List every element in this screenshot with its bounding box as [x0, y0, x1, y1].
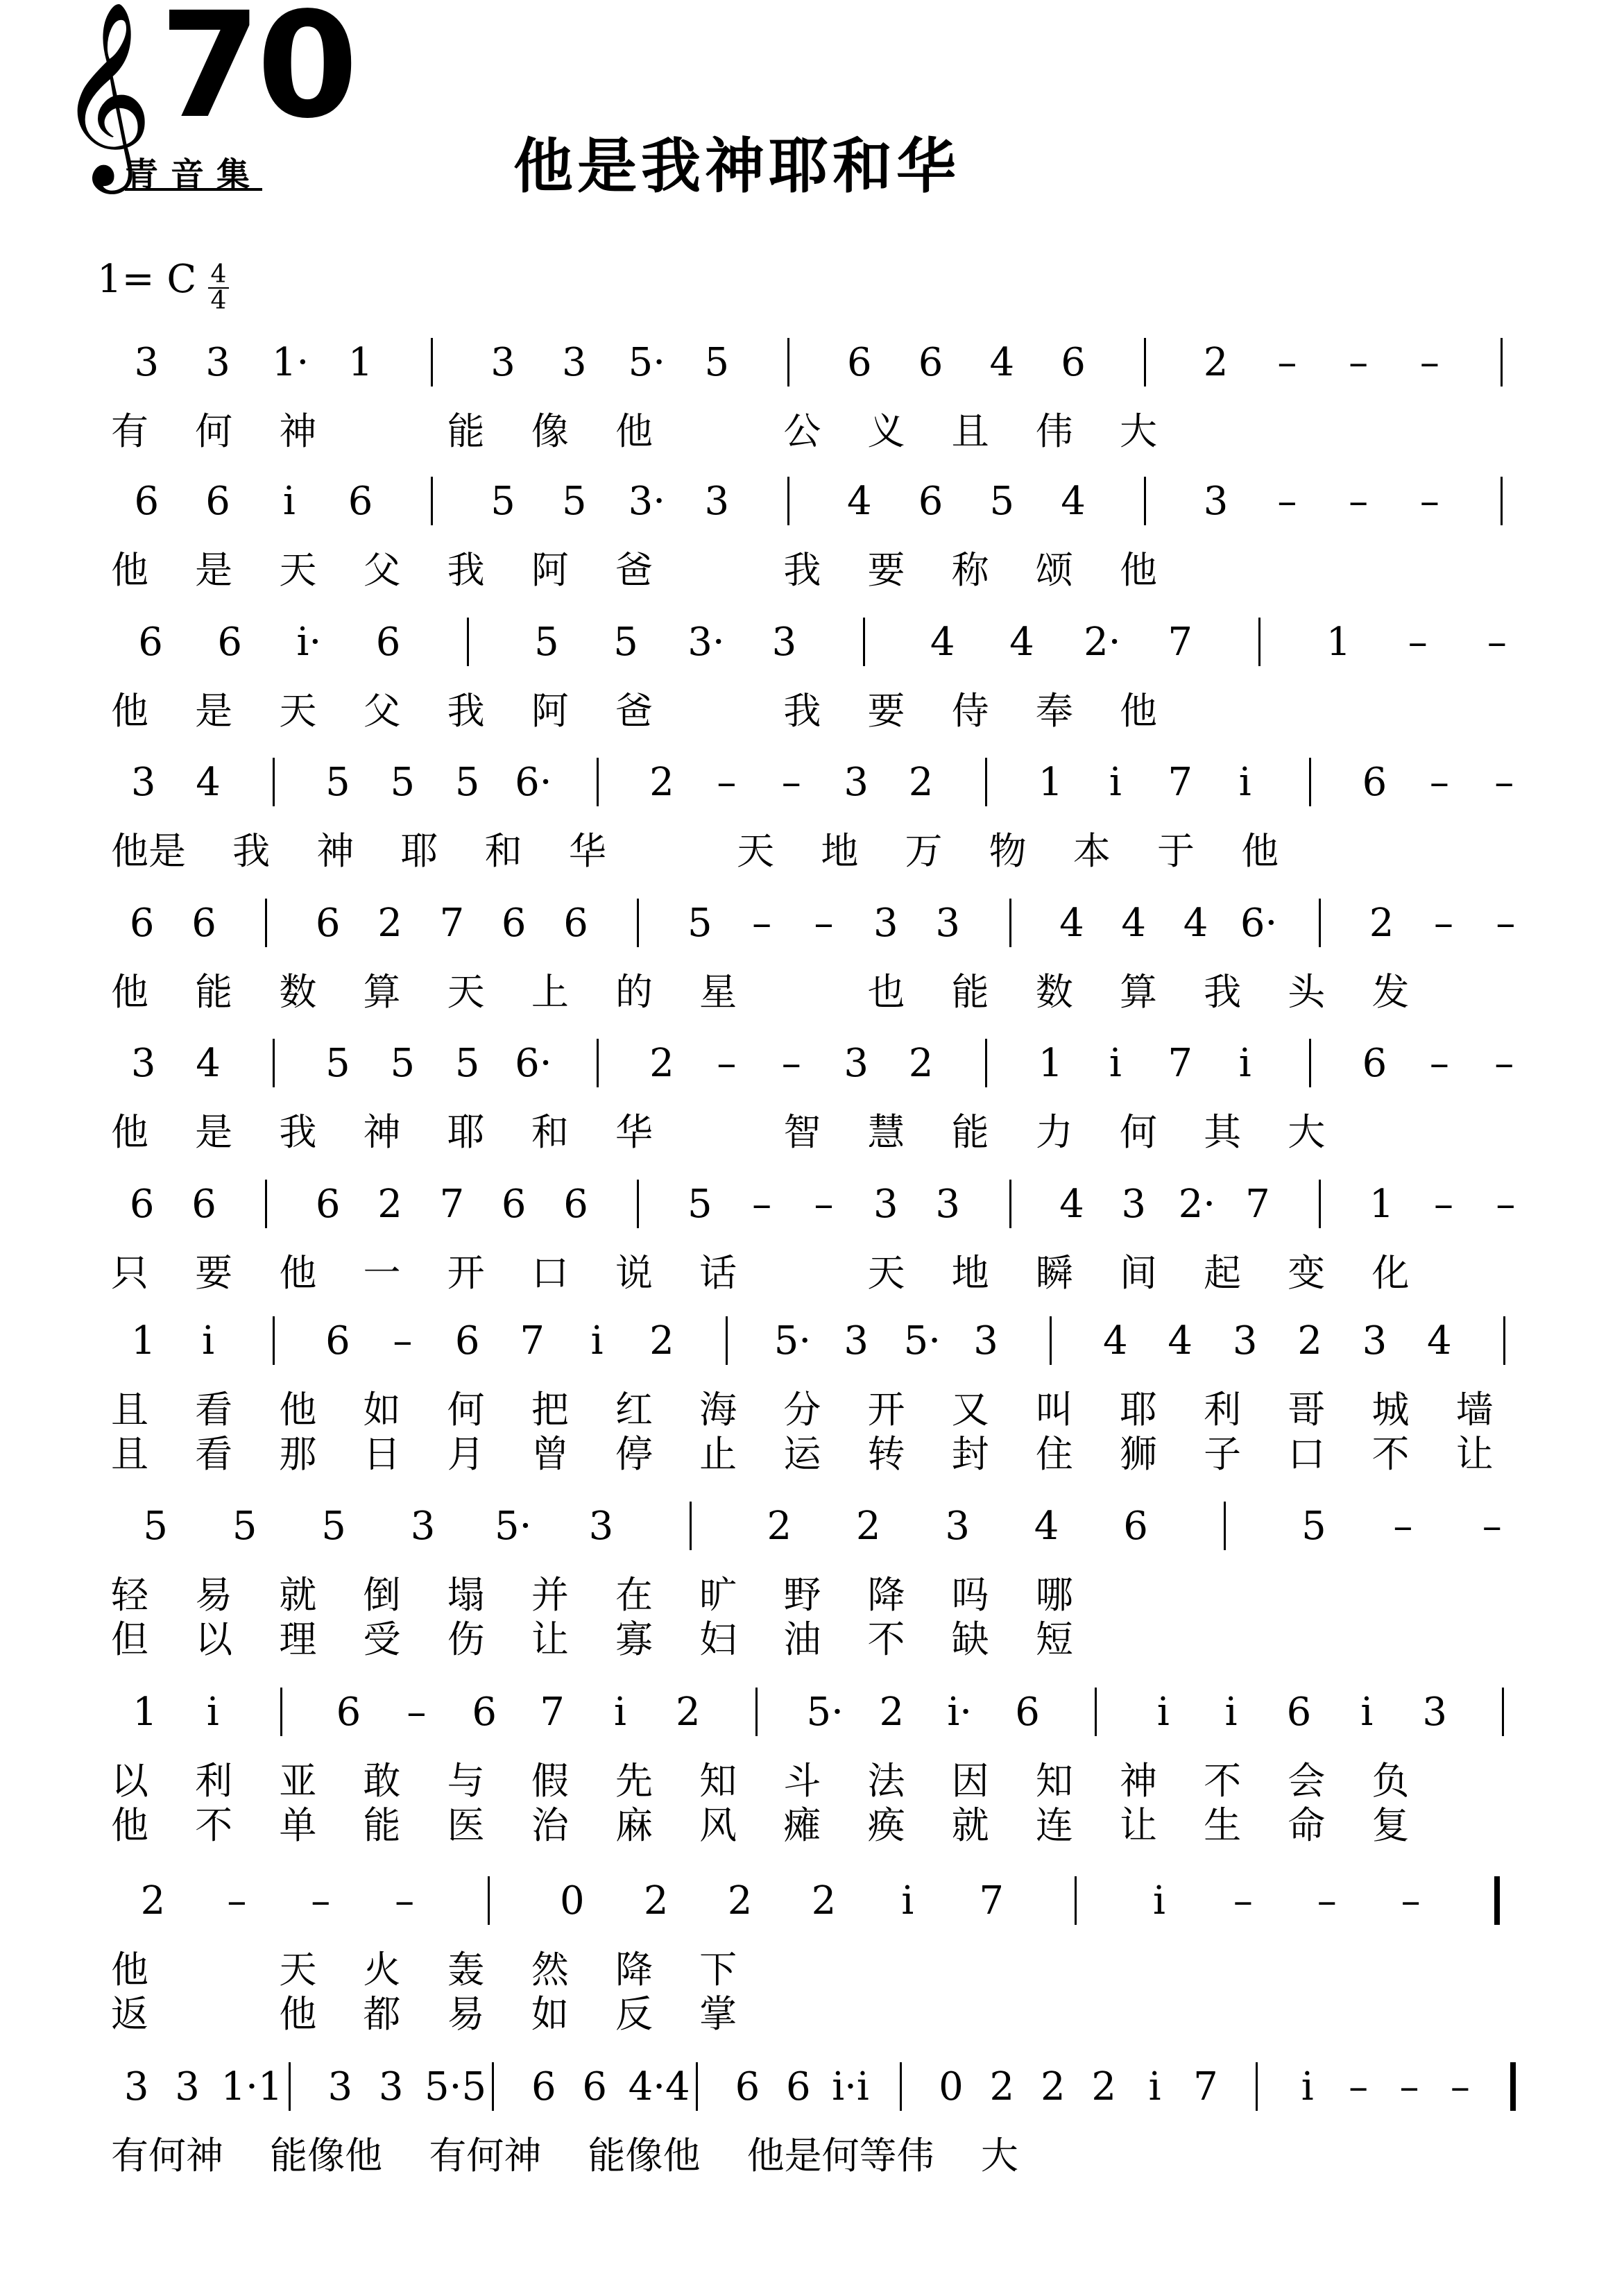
note: 0 [939, 2064, 964, 2109]
note: 6 [582, 2064, 608, 2109]
note: 6 [563, 901, 588, 946]
barline [755, 1688, 758, 1736]
note: 6 [191, 1182, 216, 1227]
barline [637, 1180, 639, 1228]
note: – [1494, 1041, 1514, 1086]
logo-text: 青音集 [125, 155, 263, 194]
note: 5 [143, 1504, 169, 1549]
note: i [1153, 1878, 1165, 1923]
barline [273, 1316, 275, 1365]
note: 7 [439, 1182, 465, 1227]
note: 3 [873, 901, 898, 946]
note: 5 [989, 479, 1015, 524]
barline [637, 899, 639, 947]
note: 5 [490, 479, 515, 524]
note: 6 [315, 901, 341, 946]
note: – [814, 901, 834, 946]
note: 4 [1121, 901, 1147, 946]
note: i· [296, 620, 322, 665]
note: – [393, 1318, 413, 1363]
barline [726, 1316, 728, 1365]
barline [1144, 338, 1146, 386]
note: – [1419, 340, 1439, 385]
note: 7 [439, 901, 465, 946]
note: 1 [1369, 1182, 1394, 1227]
time-signature-top: 4 [210, 260, 227, 289]
note: 5·5 [425, 2064, 487, 2109]
note: – [1433, 1182, 1453, 1227]
note: 4 [930, 620, 955, 665]
note: 3 [1422, 1690, 1448, 1735]
note: 3 [123, 2064, 149, 2109]
note: 3· [687, 620, 725, 665]
note: 5 [390, 1041, 416, 1086]
note: 6 [1286, 1690, 1312, 1735]
note: – [1450, 2064, 1470, 2109]
note: 7 [1168, 1041, 1193, 1086]
note: 3 [945, 1504, 970, 1549]
barline [1503, 1316, 1505, 1365]
note: – [781, 760, 801, 805]
note: 2 [855, 1504, 881, 1549]
note: 5 [325, 760, 350, 805]
note: 7 [1245, 1182, 1270, 1227]
note: 5 [390, 760, 416, 805]
note: 5 [325, 1041, 350, 1086]
note: 5 [687, 901, 712, 946]
barline [1319, 899, 1321, 947]
note: 6 [138, 620, 163, 665]
barline [1309, 1039, 1311, 1087]
lyric-line: 以 利 亚 敢 与 假 先 知 斗 法 因 知 神 不 会 负 [111, 1759, 1410, 1803]
note: 5 [454, 760, 480, 805]
note: 6 [1015, 1690, 1040, 1735]
lyric-line: 有何神 能像他 有何神 能像他 他是何等伟 大 [111, 2134, 1018, 2177]
note: – [1393, 1504, 1413, 1549]
note: 3 [327, 2064, 353, 2109]
note: 6 [454, 1318, 480, 1363]
note: – [1408, 620, 1428, 665]
barline [985, 1039, 987, 1087]
note: 7 [979, 1878, 1005, 1923]
note: 3 [844, 1041, 869, 1086]
note: 6 [847, 340, 872, 385]
barline [1075, 1876, 1077, 1925]
note: 7 [1193, 2064, 1218, 2109]
note: – [1429, 760, 1449, 805]
note: 4 [847, 479, 872, 524]
note: 3 [1232, 1318, 1258, 1363]
song-title: 他是我神耶和华 [513, 132, 960, 201]
note: 4 [989, 340, 1015, 385]
note: – [1277, 479, 1297, 524]
lyric-line: 且 看 他 如 何 把 红 海 分 开 又 叫 耶 利 哥 城 墙 [111, 1388, 1494, 1431]
note: 6 [531, 2064, 556, 2109]
lyric-line: 他 天 火 轰 然 降 下 [111, 1948, 737, 1991]
lyric-line: 他是 我 神 耶 和 华 天 地 万 物 本 于 他 [111, 829, 1279, 873]
lyric-line: 且 看 那 日 月 曾 停 止 运 转 封 住 狮 子 口 不 让 [111, 1432, 1494, 1476]
note: – [1399, 2064, 1419, 2109]
note: 0 [560, 1878, 585, 1923]
note: 2 [1369, 901, 1394, 946]
note: 5 [687, 1182, 712, 1227]
note: 2 [908, 1041, 934, 1086]
note: 3 [588, 1504, 614, 1549]
note: 5· [806, 1690, 844, 1735]
note: 6 [129, 901, 155, 946]
note: 2 [1297, 1318, 1322, 1363]
note: 4 [1059, 901, 1084, 946]
note: 5 [1301, 1504, 1326, 1549]
note: 4 [1168, 1318, 1193, 1363]
note: i· [947, 1690, 973, 1735]
barline [265, 899, 267, 947]
barline [1502, 1688, 1504, 1736]
note: 2 [1091, 2064, 1116, 2109]
note: 1 [348, 340, 373, 385]
note: 3 [130, 1041, 156, 1086]
note: 5 [613, 620, 638, 665]
note: 3· [628, 479, 666, 524]
note: – [1419, 479, 1439, 524]
barline [696, 2062, 698, 2111]
barline [690, 1502, 692, 1550]
note: 4 [1183, 901, 1208, 946]
lyric-line: 他 是 天 父 我 阿 爸 我 要 称 颂 他 [111, 548, 1157, 592]
note: i [1360, 1690, 1374, 1735]
final-barline [1510, 2062, 1516, 2111]
note: – [1482, 1504, 1502, 1549]
note: 3 [844, 1318, 869, 1363]
note: – [1349, 340, 1369, 385]
note: 3 [935, 901, 960, 946]
lyric-line: 他 是 天 父 我 阿 爸 我 要 侍 奉 他 [111, 689, 1157, 733]
note: – [407, 1690, 427, 1735]
barline [273, 758, 275, 806]
note: i·i [832, 2064, 869, 2109]
note: 6 [918, 479, 943, 524]
note: 6 [325, 1318, 350, 1363]
note: – [717, 1041, 737, 1086]
lyric-line: 只 要 他 一 开 口 说 话 天 地 瞬 间 起 变 化 [111, 1251, 1410, 1295]
note: 7 [1168, 620, 1193, 665]
note: 5 [321, 1504, 346, 1549]
note: i [282, 479, 296, 524]
note: 2 [377, 901, 402, 946]
note: 2 [675, 1690, 701, 1735]
note: 3 [704, 479, 730, 524]
note: 6 [1362, 1041, 1387, 1086]
barline [265, 1180, 267, 1228]
note: 3 [205, 340, 230, 385]
lyric-line: 有 何 神 能 像 他 公 义 且 伟 大 [111, 409, 1157, 453]
note: – [1494, 760, 1514, 805]
barline [787, 477, 789, 525]
note: i [901, 1878, 914, 1923]
note: – [781, 1041, 801, 1086]
barline [289, 2062, 291, 2111]
note: 4·4 [628, 2064, 690, 2109]
note: 2 [649, 1041, 674, 1086]
note: 2· [1178, 1182, 1216, 1227]
note: i [590, 1318, 604, 1363]
note: – [1487, 620, 1507, 665]
note: 2 [1203, 340, 1229, 385]
note: – [1496, 1182, 1516, 1227]
note: – [1317, 1878, 1337, 1923]
note: i [1109, 760, 1122, 805]
barline [280, 1688, 282, 1736]
note: 6 [191, 901, 216, 946]
note: 3 [935, 1182, 960, 1227]
treble-clef-icon: 𝄞 [58, 1, 153, 186]
barline [985, 758, 987, 806]
note: i [1238, 760, 1251, 805]
note: 5 [454, 1041, 480, 1086]
note: 6 [315, 1182, 341, 1227]
note: 5 [232, 1504, 257, 1549]
note: 6 [472, 1690, 497, 1735]
note: 3 [1203, 479, 1229, 524]
note: 2 [377, 1182, 402, 1227]
barline [1258, 618, 1260, 666]
note: i [202, 1318, 215, 1363]
note: 2 [727, 1878, 753, 1923]
note: i [1301, 2064, 1314, 2109]
barline [1009, 1180, 1011, 1228]
barline [1501, 338, 1503, 386]
note: 6 [563, 1182, 588, 1227]
note: – [1433, 901, 1453, 946]
note: 4 [1059, 1182, 1084, 1227]
note: i [1156, 1690, 1170, 1735]
note: 1 [133, 1690, 157, 1735]
note: 5 [562, 479, 587, 524]
note: i [1109, 1041, 1122, 1086]
note: – [311, 1878, 331, 1923]
note: – [1401, 1878, 1421, 1923]
note: 3 [562, 340, 587, 385]
note: 3 [973, 1318, 998, 1363]
barline [1309, 758, 1311, 806]
note: 4 [1103, 1318, 1128, 1363]
note: – [1233, 1878, 1253, 1923]
note: 3 [410, 1504, 436, 1549]
lyric-line: 但 以 理 受 伤 让 寡 妇 油 不 缺 短 [111, 1617, 1073, 1661]
note: i [206, 1690, 219, 1735]
note: 4 [196, 760, 221, 805]
note: – [1349, 479, 1369, 524]
note: 3 [378, 2064, 404, 2109]
barline [597, 1039, 599, 1087]
barline [1095, 1688, 1097, 1736]
note: 6 [918, 340, 943, 385]
barline [273, 1039, 275, 1087]
note: 4 [196, 1041, 221, 1086]
note: 7 [520, 1318, 545, 1363]
note: 1 [1038, 760, 1063, 805]
note: 3 [844, 760, 869, 805]
logo-number: 70 [160, 0, 354, 151]
barline [787, 338, 789, 386]
note: 6 [217, 620, 243, 665]
barline [1224, 1502, 1226, 1550]
final-barline [1494, 1876, 1500, 1925]
note: 1 [1326, 620, 1351, 665]
note: 5 [704, 340, 730, 385]
barline [1319, 1180, 1321, 1228]
note: 2 [908, 760, 934, 805]
note: 2 [879, 1690, 905, 1735]
note: 6· [515, 1041, 552, 1086]
note: 6· [515, 760, 552, 805]
note: 6 [1061, 340, 1086, 385]
barline [1501, 477, 1503, 525]
barline [1144, 477, 1146, 525]
barline [1009, 899, 1011, 947]
note: 2 [649, 1318, 674, 1363]
barline [431, 338, 433, 386]
note: 6 [336, 1690, 361, 1735]
note: 6 [1362, 760, 1387, 805]
note: 3 [771, 620, 797, 665]
barline [900, 2062, 902, 2111]
note: 3 [130, 760, 156, 805]
note: – [1429, 1041, 1449, 1086]
note: 1 [130, 1318, 156, 1363]
barline [431, 477, 433, 525]
note: 4 [1427, 1318, 1452, 1363]
note: 2 [649, 760, 674, 805]
note: 6 [375, 620, 401, 665]
barline [863, 618, 865, 666]
barline [1256, 2062, 1258, 2111]
note: – [717, 760, 737, 805]
note: 6 [129, 1182, 155, 1227]
note: 1· [271, 340, 309, 385]
note: 5· [494, 1504, 532, 1549]
note: – [1349, 2064, 1369, 2109]
note: – [227, 1878, 247, 1923]
note: – [1496, 901, 1516, 946]
note: i [1224, 1690, 1238, 1735]
note: 5· [903, 1318, 941, 1363]
barline [467, 618, 469, 666]
note: – [814, 1182, 834, 1227]
note: 3 [175, 2064, 200, 2109]
note: 2 [1040, 2064, 1066, 2109]
barline [488, 1876, 490, 1925]
time-signature-bottom: 4 [210, 287, 227, 315]
note: i [1238, 1041, 1251, 1086]
note: 2 [140, 1878, 166, 1923]
note: 3 [873, 1182, 898, 1227]
note: 3 [134, 340, 160, 385]
note: – [752, 1182, 772, 1227]
note: 6 [785, 2064, 811, 2109]
note: 7 [1168, 760, 1193, 805]
note: 2· [1084, 620, 1121, 665]
note: i [613, 1690, 626, 1735]
note: 3 [1121, 1182, 1147, 1227]
lyric-line: 他 是 我 神 耶 和 华 智 慧 能 力 何 其 大 [111, 1110, 1326, 1154]
note: 6 [735, 2064, 760, 2109]
note: 6 [501, 1182, 527, 1227]
note: – [752, 901, 772, 946]
note: 6 [501, 901, 527, 946]
note: i [1148, 2064, 1161, 2109]
note: 4 [1061, 479, 1086, 524]
note: 1·1 [221, 2064, 283, 2109]
note: 4 [1009, 620, 1034, 665]
lyric-line: 他 不 单 能 医 治 麻 风 瘫 痪 就 连 让 生 命 复 [111, 1803, 1410, 1847]
note: 3 [490, 340, 515, 385]
barline [597, 758, 599, 806]
note: 6 [1123, 1504, 1148, 1549]
note: 2 [989, 2064, 1015, 2109]
note: 6 [348, 479, 373, 524]
note: – [1277, 340, 1297, 385]
note: 2 [811, 1878, 837, 1923]
note: 6 [134, 479, 160, 524]
key-signature: 1= C [97, 257, 197, 302]
lyric-line: 轻 易 就 倒 塌 并 在 旷 野 降 吗 哪 [111, 1573, 1073, 1617]
note: 4 [1034, 1504, 1059, 1549]
note: 5· [773, 1318, 812, 1363]
barline [492, 2062, 494, 2111]
note: 6 [205, 479, 230, 524]
note: 1 [1038, 1041, 1063, 1086]
note: 2 [643, 1878, 669, 1923]
note: 3 [1362, 1318, 1387, 1363]
note: 5 [534, 620, 559, 665]
lyric-line: 他 能 数 算 天 上 的 星 也 能 数 算 我 头 发 [111, 970, 1410, 1014]
lyric-line: 返 他 都 易 如 反 掌 [111, 1992, 737, 2036]
note: 6· [1240, 901, 1278, 946]
note: 5· [628, 340, 666, 385]
barline [1050, 1316, 1052, 1365]
note: – [395, 1878, 415, 1923]
note: 7 [540, 1690, 565, 1735]
note: 2 [767, 1504, 792, 1549]
